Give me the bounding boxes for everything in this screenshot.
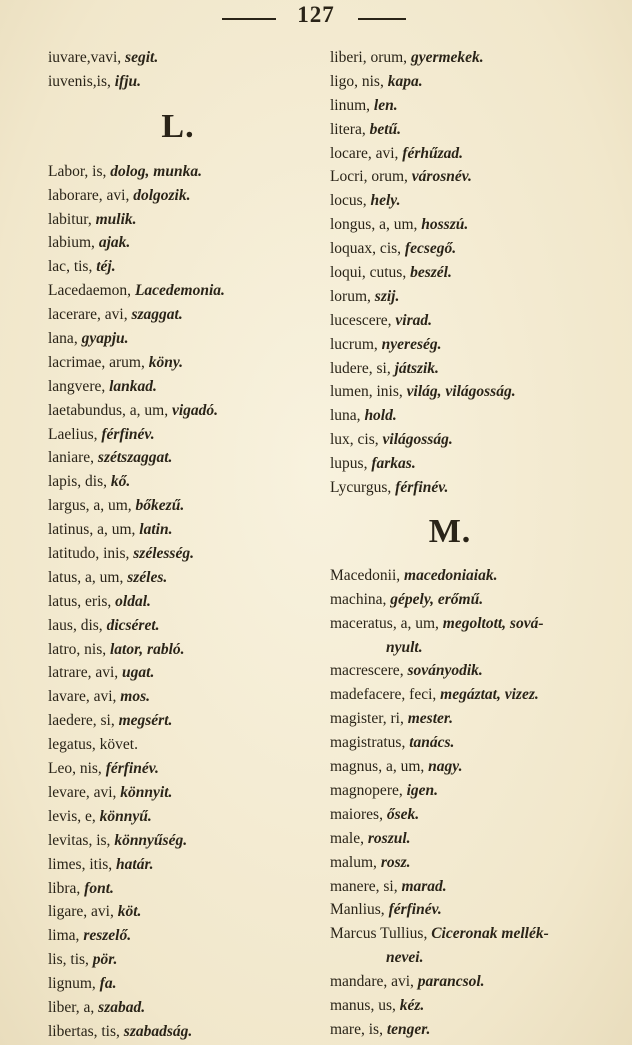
entry-gloss: lankad. [109, 377, 157, 395]
entry-lemma: laedere, si, [48, 712, 115, 730]
dictionary-entry [330, 994, 620, 1018]
entry-gloss: ősek. [386, 805, 420, 823]
dictionary-entry [330, 898, 620, 922]
entry-lemma: Macedonii, [330, 566, 401, 584]
entry-lemma: ludere, si, [330, 359, 391, 377]
entry-lemma: mandare, avi, [330, 973, 414, 991]
entry-gloss: soványodik. [407, 662, 483, 680]
entry-gloss: rosz. [380, 853, 411, 871]
entry-lemma: lana, [48, 330, 78, 348]
entry-lemma: lapis, dis, [48, 473, 107, 491]
dictionary-entry [330, 659, 620, 683]
dictionary-entry [330, 285, 620, 309]
dictionary-entry [48, 685, 310, 709]
entry-gloss: hosszú. [421, 216, 469, 234]
dictionary-entry [330, 875, 620, 899]
entry-lemma: libertas, tis, [48, 1022, 120, 1040]
entry-lemma: lupus, [330, 455, 368, 473]
entry-gloss: nyereség. [381, 335, 442, 353]
dictionary-entry [330, 970, 620, 994]
dictionary-entry [330, 803, 620, 827]
entry-lemma: lac, tis, [48, 258, 93, 276]
entry-gloss: nyult. [386, 638, 423, 656]
entry-gloss: könnyű. [99, 807, 152, 825]
dictionary-entry [48, 351, 310, 375]
entry-lemma: labitur, [48, 210, 92, 228]
entry-gloss: segit. [125, 49, 159, 66]
entry-gloss: férhűzad. [402, 144, 464, 162]
entry-gloss: mulik. [95, 210, 137, 228]
dictionary-entry [330, 683, 620, 707]
entry-lemma: Marcus Tullius, [330, 925, 428, 943]
entry-gloss: font. [84, 879, 114, 897]
dictionary-entry [48, 853, 310, 877]
entry-gloss: oldal. [115, 592, 151, 610]
dictionary-entry [48, 231, 310, 255]
dictionary-entry [48, 375, 310, 399]
entry-gloss: dicséret. [106, 616, 160, 634]
entry-lemma: lorum, [330, 287, 371, 305]
dictionary-entry [48, 255, 310, 279]
entry-lemma: Laelius, [48, 425, 98, 443]
entry-gloss: macedoniaiak. [404, 566, 498, 584]
page-header [0, 2, 632, 32]
dictionary-entry [330, 333, 620, 357]
dictionary-entry [330, 851, 620, 875]
dictionary-entry [48, 661, 310, 685]
dictionary-entry [48, 877, 310, 901]
entry-lemma: Lycurgus, [330, 479, 392, 497]
entry-gloss: latin. [139, 521, 173, 539]
dictionary-entry [330, 261, 620, 285]
entry-gloss: nevei. [386, 949, 424, 967]
entry-lemma: mare, is, [330, 1020, 383, 1038]
entry-gloss: beszél. [410, 264, 452, 282]
dictionary-entry [48, 805, 310, 829]
entry-lemma: malum, [330, 853, 377, 871]
entry-gloss: megoltott, sová- [442, 614, 544, 632]
entry-gloss: reszelő. [83, 927, 132, 945]
entry-gloss: bőkezű. [135, 497, 185, 515]
dictionary-entry [48, 399, 310, 423]
entry-gloss: téj. [96, 258, 116, 276]
entry-lemma: maceratus, a, um, [330, 614, 439, 632]
entry-lemma: latrare, avi, [48, 664, 119, 682]
entry-lemma: latinus, a, um, [48, 521, 136, 539]
dictionary-entry [330, 46, 620, 70]
entry-gloss: határ. [116, 855, 154, 873]
entry-lemma: manus, us, [330, 996, 396, 1014]
entry-lemma: laus, dis, [48, 616, 103, 634]
entry-gloss: igen. [406, 781, 439, 799]
entry-lemma: locus, [330, 192, 367, 210]
entry-lemma: limes, itis, [48, 855, 113, 873]
entry-lemma: ligare, avi, [48, 903, 114, 921]
left-column [48, 46, 310, 1044]
entry-gloss: roszul. [367, 829, 411, 847]
dictionary-entry [48, 590, 310, 614]
entry-lemma: lux, cis, [330, 431, 379, 449]
dictionary-entry [48, 70, 310, 94]
entry-lemma: magister, ri, [330, 710, 404, 728]
entry-gloss: férfinév. [105, 760, 159, 778]
entry-lemma: iuvenis,is, [48, 72, 111, 90]
dictionary-entry [330, 189, 620, 213]
dictionary-entry [330, 564, 620, 588]
entry-lemma: iuvare,vavi, [48, 49, 122, 66]
dictionary-entry [48, 208, 310, 232]
dictionary-entry [48, 709, 310, 733]
dictionary-entry [48, 470, 310, 494]
dictionary-entry [330, 380, 620, 404]
entry-gloss: marad. [401, 877, 447, 895]
entry-gloss: szabadság. [123, 1022, 193, 1040]
entry-lemma: lacrimae, arum, [48, 353, 145, 371]
entry-lemma: machina, [330, 590, 387, 608]
entry-lemma: latus, eris, [48, 592, 112, 610]
entry-lemma: magnus, a, um, [330, 758, 425, 776]
entry-gloss: lator, rabló. [110, 640, 185, 658]
header-rule-left [222, 18, 276, 20]
entry-gloss: kapa. [387, 72, 423, 90]
entry-lemma: manere, si, [330, 877, 398, 895]
entry-gloss: mester. [407, 710, 453, 728]
dictionary-entry [48, 327, 310, 351]
entry-gloss: hold. [364, 407, 397, 425]
header-rule-right [358, 18, 406, 20]
entry-gloss: gyapju. [81, 330, 129, 348]
entry-lemma: latitudo, inis, [48, 545, 130, 563]
entry-gloss: hely. [370, 192, 401, 210]
dictionary-entry [48, 518, 310, 542]
entry-gloss: szaggat. [131, 306, 183, 324]
dictionary-entry [330, 707, 620, 731]
entry-gloss: dolog, munka. [110, 162, 202, 180]
entry-gloss: könnyit. [120, 783, 173, 801]
entry-lemma: linum, [330, 96, 371, 114]
entry-lemma: laniare, [48, 449, 95, 467]
dictionary-entry [330, 922, 620, 946]
entry-gloss: széles. [127, 568, 168, 586]
entry-lemma: magistratus, [330, 734, 406, 752]
dictionary-entry [330, 142, 620, 166]
dictionary-entry [48, 948, 310, 972]
entry-gloss: len. [373, 96, 398, 114]
dictionary-entry [330, 94, 620, 118]
entry-lemma: luna, [330, 407, 361, 425]
entry-lemma: locare, avi, [330, 144, 399, 162]
entry-lemma: maiores, [330, 805, 383, 823]
entry-lemma: male, [330, 829, 364, 847]
dictionary-entry [48, 494, 310, 518]
entry-gloss: mos. [120, 688, 151, 706]
entry-gloss: világ, világosság. [406, 383, 516, 401]
entry-gloss: városnév. [411, 168, 472, 186]
dictionary-entry [330, 357, 620, 381]
entry-lemma: litera, [330, 120, 366, 138]
entry-lemma: lucescere, [330, 311, 392, 329]
entry-lemma: latus, a, um, [48, 568, 124, 586]
entry-gloss: megsért. [118, 712, 173, 730]
entry-gloss: köny. [148, 353, 184, 371]
entry-gloss: megáztat, vizez. [440, 686, 539, 704]
entry-lemma: langvere, [48, 377, 106, 395]
entry-gloss: férfinév. [101, 425, 155, 443]
entry-gloss: ajak. [98, 234, 131, 252]
dictionary-entry [48, 279, 310, 303]
entry-gloss: kő. [110, 473, 131, 491]
dictionary-entry-continuation [330, 636, 620, 660]
dictionary-entry [48, 423, 310, 447]
entry-lemma: longus, a, um, [330, 216, 418, 234]
dictionary-entry [330, 70, 620, 94]
dictionary-entry [48, 614, 310, 638]
dictionary-entry [330, 452, 620, 476]
entry-lemma: Manlius, [330, 901, 385, 919]
dictionary-entry [48, 733, 310, 757]
dictionary-entry [48, 757, 310, 781]
entry-gloss: Ciceronak mellék- [431, 925, 549, 943]
entry-gloss: parancsol. [417, 973, 485, 991]
dictionary-entry [48, 996, 310, 1020]
dictionary-entry [330, 213, 620, 237]
dictionary-entry [330, 612, 620, 636]
entry-lemma: liber, a, [48, 998, 95, 1016]
dictionary-entry [48, 900, 310, 924]
entry-gloss: ifju. [114, 72, 142, 90]
dictionary-entry [330, 588, 620, 612]
entry-lemma: lima, [48, 927, 80, 945]
dictionary-entry [330, 476, 620, 500]
entry-gloss: nagy. [428, 758, 463, 776]
entry-gloss: gyermekek. [410, 49, 484, 66]
dictionary-entry [48, 781, 310, 805]
entry-gloss: pör. [92, 951, 118, 969]
entry-gloss: Lacedemonia. [134, 282, 225, 300]
entry-gloss: vigadó. [171, 401, 219, 419]
section-letter-heading: M. [428, 512, 472, 550]
entry-gloss: szétszaggat. [97, 449, 173, 467]
entry-gloss: világosság. [382, 431, 453, 449]
entry-gloss: férfinév. [395, 479, 449, 497]
entry-lemma: madefacere, feci, [330, 686, 437, 704]
dictionary-entry [48, 638, 310, 662]
dictionary-entry [48, 924, 310, 948]
entry-lemma: ligo, nis, [330, 72, 384, 90]
entry-gloss: gépely, erőmű. [390, 590, 484, 608]
entry-lemma: largus, a, um, [48, 497, 132, 515]
dictionary-entry [48, 446, 310, 470]
entry-lemma: levitas, is, [48, 831, 111, 849]
entry-lemma: libra, [48, 879, 81, 897]
entry-lemma: Locri, orum, [330, 168, 408, 186]
entry-lemma: Labor, is, [48, 162, 107, 180]
entry-lemma: latro, nis, [48, 640, 107, 658]
entry-lemma: labium, [48, 234, 95, 252]
entry-gloss: tenger. [386, 1020, 431, 1038]
dictionary-entry [48, 46, 310, 70]
entry-lemma: Leo, nis, [48, 760, 102, 778]
dictionary-entry [48, 566, 310, 590]
entry-lemma: loquax, cis, [330, 240, 402, 258]
dictionary-entry [330, 1018, 620, 1042]
entry-lemma: lumen, inis, [330, 383, 403, 401]
dictionary-entry [330, 237, 620, 261]
dictionary-entry [48, 303, 310, 327]
entry-lemma: legatus, követ. [48, 736, 138, 754]
dictionary-entry-continuation [330, 946, 620, 970]
right-column [330, 46, 620, 1042]
dictionary-entry [330, 731, 620, 755]
entry-lemma: lis, tis, [48, 951, 89, 969]
dictionary-entry [48, 184, 310, 208]
dictionary-entry [330, 309, 620, 333]
dictionary-entry [48, 160, 310, 184]
dictionary-entry [330, 755, 620, 779]
entry-lemma: laetabundus, a, um, [48, 401, 169, 419]
entry-lemma: lignum, [48, 975, 96, 993]
entry-lemma: levis, e, [48, 807, 96, 825]
entry-lemma: loqui, cutus, [330, 264, 407, 282]
dictionary-entry [330, 165, 620, 189]
entry-lemma: Lacedaemon, [48, 282, 132, 300]
entry-gloss: betű. [369, 120, 402, 138]
entry-gloss: könnyűség. [114, 831, 188, 849]
entry-gloss: férfinév. [388, 901, 442, 919]
entry-gloss: fa. [99, 975, 117, 993]
dictionary-entry [48, 542, 310, 566]
entry-lemma: lucrum, [330, 335, 378, 353]
entry-lemma: levare, avi, [48, 783, 117, 801]
page-number: 127 [297, 2, 335, 27]
dictionary-entry [330, 827, 620, 851]
entry-gloss: kéz. [399, 996, 425, 1014]
entry-gloss: fecsegő. [404, 240, 457, 258]
entry-gloss: farkas. [371, 455, 416, 473]
entry-gloss: köt. [117, 903, 142, 921]
entry-gloss: tanács. [409, 734, 455, 752]
entry-lemma: lacerare, avi, [48, 306, 128, 324]
section-letter-heading: L. [161, 107, 195, 145]
dictionary-entry [330, 428, 620, 452]
entry-gloss: szélesség. [133, 545, 194, 563]
entry-gloss: játszik. [394, 359, 439, 377]
dictionary-entry [48, 1020, 310, 1044]
dictionary-entry [330, 404, 620, 428]
dictionary-entry [330, 779, 620, 803]
dictionary-entry [330, 118, 620, 142]
entry-gloss: ugat. [122, 664, 155, 682]
entry-gloss: dolgozik. [133, 186, 191, 204]
dictionary-entry [48, 829, 310, 853]
entry-lemma: lavare, avi, [48, 688, 117, 706]
entry-lemma: liberi, orum, [330, 49, 408, 66]
dictionary-entry [48, 972, 310, 996]
entry-lemma: magnopere, [330, 781, 403, 799]
entry-gloss: szabad. [98, 998, 146, 1016]
entry-lemma: laborare, avi, [48, 186, 130, 204]
entry-gloss: szij. [374, 287, 400, 305]
entry-gloss: virad. [395, 311, 432, 329]
entry-lemma: macrescere, [330, 662, 404, 680]
